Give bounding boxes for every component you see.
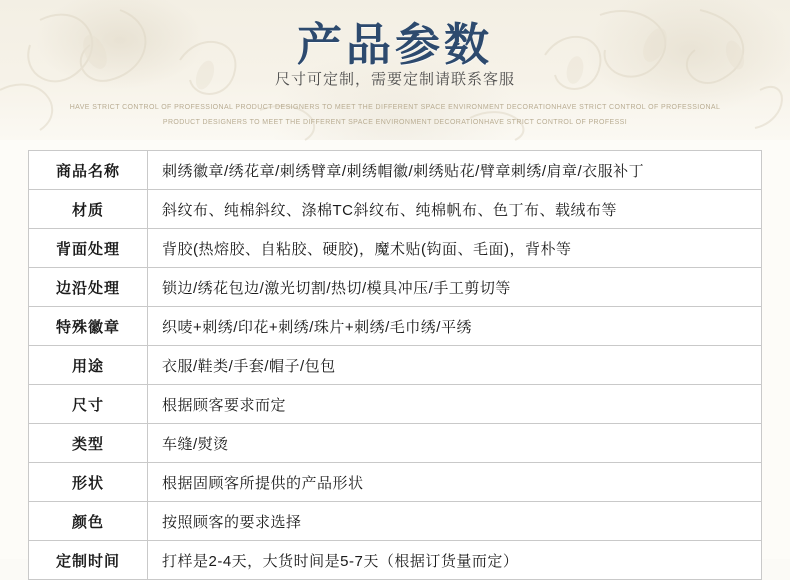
spec-value: 织唛+刺绣/印花+刺绣/珠片+刺绣/毛巾绣/平绣 bbox=[148, 307, 762, 346]
spec-value: 车缝/熨烫 bbox=[148, 424, 762, 463]
spec-value: 根据固顾客所提供的产品形状 bbox=[148, 463, 762, 502]
spec-value: 打样是2-4天，大货时间是5-7天（根据订货量而定） bbox=[148, 541, 762, 580]
spec-label: 尺寸 bbox=[29, 385, 148, 424]
spec-table-body bbox=[29, 151, 762, 580]
spec-table bbox=[28, 150, 762, 580]
spec-value: 根据顾客要求而定 bbox=[148, 385, 762, 424]
spec-label: 形状 bbox=[29, 463, 148, 502]
table-row bbox=[29, 541, 762, 580]
spec-label: 边沿处理 bbox=[29, 268, 148, 307]
table-row bbox=[29, 307, 762, 346]
table-row bbox=[29, 385, 762, 424]
spec-label: 背面处理 bbox=[29, 229, 148, 268]
table-row bbox=[29, 151, 762, 190]
page-header bbox=[0, 0, 790, 140]
table-row bbox=[29, 229, 762, 268]
spec-label: 特殊徽章 bbox=[29, 307, 148, 346]
spec-value: 衣服/鞋类/手套/帽子/包包 bbox=[148, 346, 762, 385]
spec-label: 用途 bbox=[29, 346, 148, 385]
table-row bbox=[29, 190, 762, 229]
spec-label: 定制时间 bbox=[29, 541, 148, 580]
table-row bbox=[29, 346, 762, 385]
spec-value: 刺绣徽章/绣花章/刺绣臂章/刺绣帽徽/刺绣贴花/臂章刺绣/肩章/衣服补丁 bbox=[148, 151, 762, 190]
spec-table-container bbox=[28, 150, 762, 580]
spec-value: 按照顾客的要求选择 bbox=[148, 502, 762, 541]
table-row bbox=[29, 463, 762, 502]
decorative-latin-line-2: PRODUCT DESIGNERS TO MEET THE DIFFERENT SPACE ENVIRONMENT DECORATIONHAVE STRICT CONTROL OF PROFESSI bbox=[162, 119, 628, 126]
spec-label: 商品名称 bbox=[29, 151, 148, 190]
spec-value: 斜纹布、纯棉斜纹、涤棉TC斜纹布、纯棉帆布、色丁布、载绒布等 bbox=[148, 190, 762, 229]
table-row bbox=[29, 502, 762, 541]
spec-label: 材质 bbox=[29, 190, 148, 229]
spec-label: 颜色 bbox=[29, 502, 148, 541]
table-row bbox=[29, 424, 762, 463]
table-row bbox=[29, 268, 762, 307]
decorative-latin-line-1: HAVE STRICT CONTROL OF PROFESSIONAL PRODUCT DESIGNERS TO MEET THE DIFFERENT SPACE ENVIRONMENT DECORATIONHAVE STRICT CONTROL OF PROFESSIONAL bbox=[69, 104, 721, 111]
page-subtitle: 尺寸可定制，需要定制请联系客服 bbox=[274, 71, 515, 88]
spec-label: 类型 bbox=[29, 424, 148, 463]
page-title: 产品参数 bbox=[296, 19, 493, 70]
spec-value: 锁边/绣花包边/激光切割/热切/模具冲压/手工剪切等 bbox=[148, 268, 762, 307]
spec-value: 背胶(热熔胶、自粘胶、硬胶)，魔术贴(钩面、毛面)，背朴等 bbox=[148, 229, 762, 268]
